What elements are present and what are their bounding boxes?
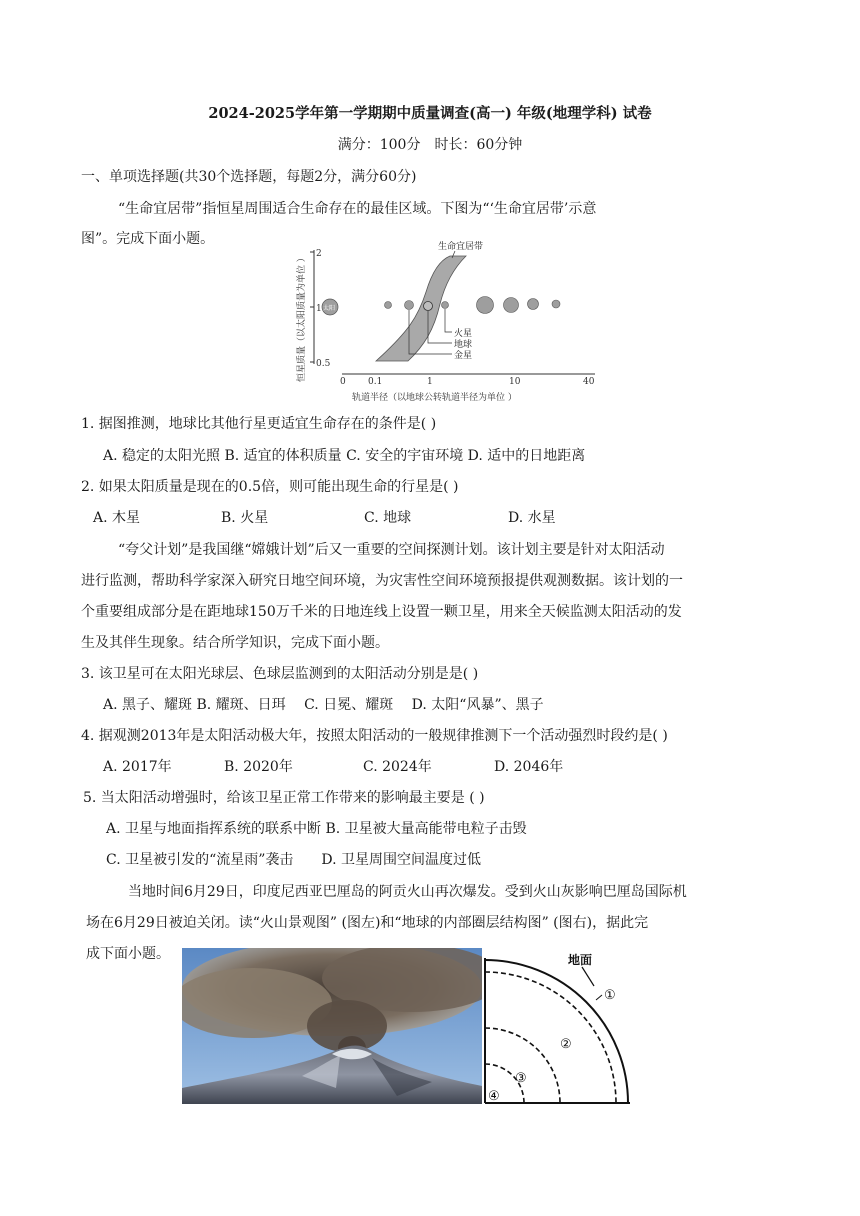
planet-venus <box>405 301 414 310</box>
planet-mars <box>442 302 449 309</box>
q2-option-a: A. 木星 <box>93 510 141 526</box>
exam-title: 2024-2025学年第一学期期中质量调查(高一) 年级(地理学科) 试卷 <box>208 105 652 122</box>
x-axis-label: 轨道半径（以地球公转轨道半径为单位 ） <box>352 393 517 403</box>
volcano-photo <box>182 948 482 1104</box>
question-1-options: A. 稳定的太阳光照 B. 适宜的体积质量 C. 安全的宇宙环境 D. 适中的日地距离 <box>103 448 586 464</box>
layer-label-1: ① <box>604 988 616 1003</box>
ground-label: 地面 <box>568 953 593 967</box>
passage-2-line-4: 生及其伴生现象。结合所学知识，完成下面小题。 <box>81 635 389 651</box>
band-label: 生命宜居带 <box>438 242 484 252</box>
y-axis-label: 恒星质量（以太阳质量为单位 ） <box>297 253 307 382</box>
planet-earth <box>424 302 433 311</box>
label-venus: 金星 <box>454 351 473 361</box>
passage-1-line-1: “生命宜居带”指恒星周围适合生命存在的最佳区域。下图为“‘生命宜居带’示意 <box>118 201 597 217</box>
x-tick-0: 0 <box>340 377 346 387</box>
question-3-options: A. 黑子、耀斑 B. 耀斑、日珥 C. 日冕、耀斑 D. 太阳“风暴”、黑子 <box>103 697 544 713</box>
layer-label-2: ② <box>560 1037 572 1052</box>
question-2-stem: 2. 如果太阳质量是现在的0.5倍，则可能出现生命的行星是( ) <box>81 479 459 495</box>
passage-2-line-2: 进行监测，帮助科学家深入研究日地空间环境，为灾害性空间环境预报提供观测数据。该计划的一 <box>81 573 683 589</box>
planet-neptune <box>552 300 560 308</box>
planet-saturn <box>504 298 519 313</box>
label-mars: 火星 <box>454 329 473 339</box>
layer-label-4: ④ <box>488 1089 500 1104</box>
question-3-stem: 3. 该卫星可在太阳光球层、色球层监测到的太阳活动分别是是( ) <box>81 666 479 682</box>
passage-3-line-1: 当地时间6月29日，印度尼西亚巴厘岛的阿贡火山再次爆发。受到火山灰影响巴厘岛国际机 <box>128 884 687 900</box>
planet-jupiter <box>477 297 494 314</box>
q4-option-b: B. 2020年 <box>224 759 293 775</box>
x-tick-40: 40 <box>583 377 595 387</box>
y-tick-2: 2 <box>316 249 322 259</box>
habitable-band <box>376 256 466 361</box>
planet-uranus <box>528 299 539 310</box>
question-4-stem: 4. 据观测2013年是太阳活动极大年，按照太阳活动的一般规律推测下一个活动强烈时段约是( ) <box>81 728 668 744</box>
question-5-stem: 5. 当太阳活动增强时，给该卫星正常工作带来的影响最主要是 ( ) <box>83 790 485 806</box>
section-heading: 一、单项选择题(共30个选择题，每题2分，满分60分) <box>81 169 417 185</box>
passage-2-line-1: “夸父计划”是我国继“嫦娥计划”后又一重要的空间探测计划。该计划主要是针对太阳活动 <box>118 542 665 558</box>
sun-label: 太阳 <box>323 305 336 312</box>
label-earth: 地球 <box>454 340 473 350</box>
x-tick-01: 0.1 <box>368 377 383 387</box>
q2-option-d: D. 水星 <box>508 510 556 526</box>
x-tick-10: 10 <box>509 377 521 387</box>
layer-label-3: ③ <box>515 1071 527 1086</box>
question-5-options-2: C. 卫星被引发的“流星雨”袭击 D. 卫星周围空间温度过低 <box>106 852 482 868</box>
x-tick-1: 1 <box>427 377 433 387</box>
q4-option-d: D. 2046年 <box>494 759 564 775</box>
score-info: 满分：100分 时长：60分钟 <box>337 137 523 153</box>
planet-mercury <box>385 302 392 309</box>
passage-2-line-3: 个重要组成部分是在距地球150万千米的日地连线上设置一颗卫星，用来全天候监测太阳活动的发 <box>81 604 682 620</box>
passage-1-line-2: 图”。完成下面小题。 <box>81 231 215 247</box>
q4-option-a: A. 2017年 <box>103 759 172 775</box>
earth-interior-diagram <box>482 948 642 1108</box>
passage-3-line-2: 场在6月29日被迫关闭。读“火山景观图” (图左)和“地球的内部圈层结构图” (图右)，据此完 <box>86 915 649 931</box>
q4-option-c: C. 2024年 <box>363 759 432 775</box>
q2-option-b: B. 火星 <box>221 510 269 526</box>
y-tick-1: 1 <box>316 304 322 314</box>
passage-3-line-3: 成下面小题。 <box>86 946 170 962</box>
y-tick-05: 0.5 <box>316 359 331 369</box>
question-1-stem: 1. 据图推测，地球比其他行星更适宜生命存在的条件是( ) <box>81 416 437 432</box>
q2-option-c: C. 地球 <box>364 510 412 526</box>
question-5-options-1: A. 卫星与地面指挥系统的联系中断 B. 卫星被大量高能带电粒子击毁 <box>106 821 527 837</box>
habitable-zone-diagram <box>290 232 610 407</box>
